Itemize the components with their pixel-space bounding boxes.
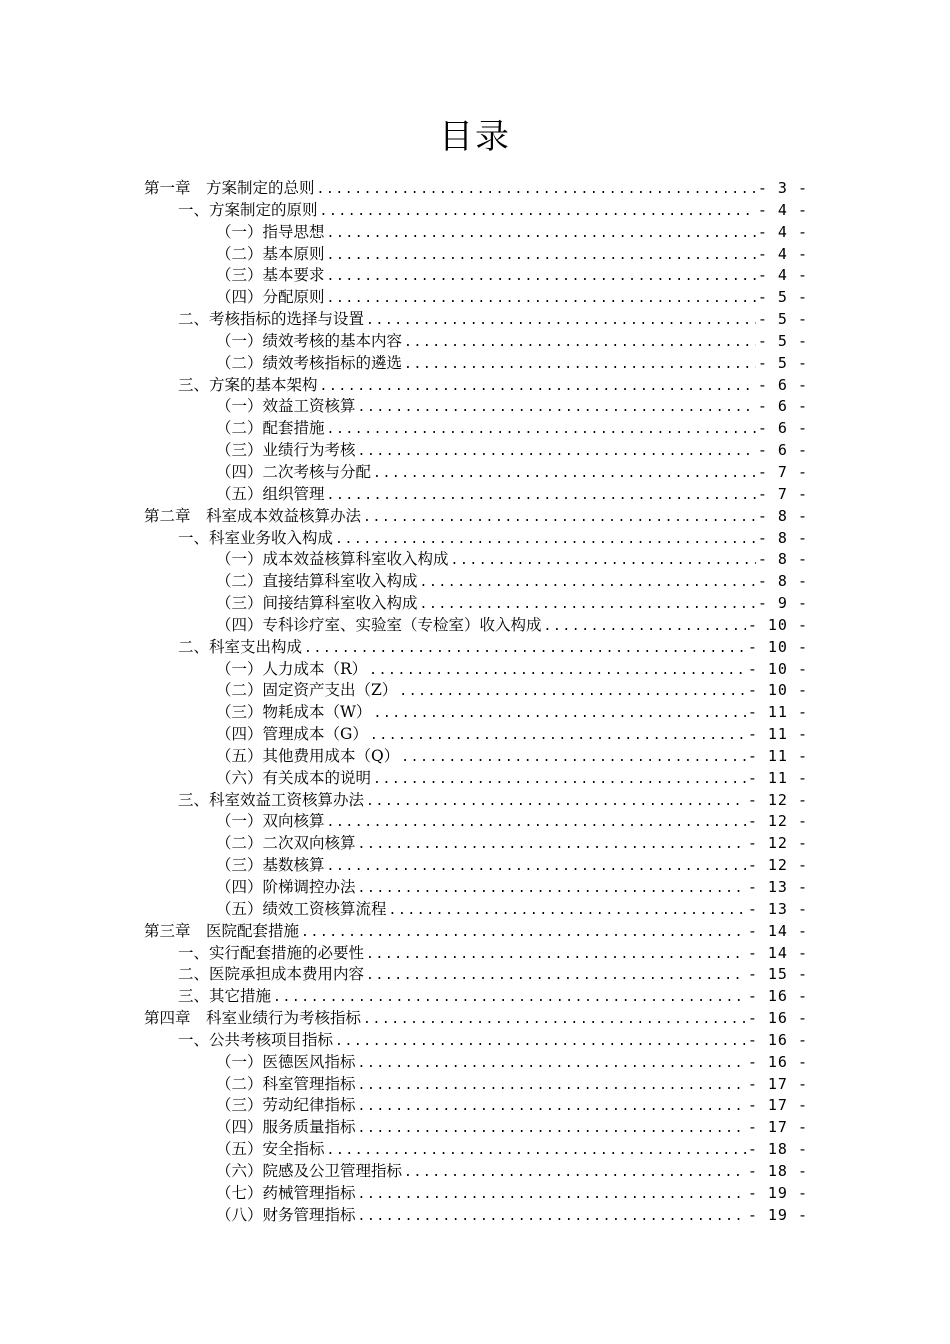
toc-entry[interactable] — [144, 418, 808, 440]
toc-entry[interactable] — [144, 899, 808, 921]
toc-entry-page-number: - 10 - — [747, 681, 808, 700]
toc-dot-leader — [301, 922, 746, 944]
toc-dot-leader — [358, 834, 746, 856]
toc-entry-page-number: - 6 - — [757, 375, 808, 394]
toc-entry-title: （四）分配原则 — [216, 288, 325, 307]
toc-entry[interactable] — [144, 1030, 808, 1052]
toc-dot-leader — [335, 529, 756, 551]
toc-entry-page-number: - 13 - — [747, 878, 808, 896]
toc-entry-title: （一）双向核算 — [216, 812, 325, 831]
toc-entry[interactable] — [144, 833, 808, 855]
toc-entry-title: 一、实行配套措施的必要性 — [178, 943, 365, 962]
toc-entry-title: （三）间接结算科室收入构成 — [216, 594, 418, 613]
toc-entry-page-number: - 17 - — [747, 1118, 808, 1137]
toc-entry[interactable] — [144, 1008, 808, 1030]
toc-dot-leader — [373, 703, 745, 725]
toc-dot-leader — [335, 1031, 746, 1053]
toc-dot-leader — [420, 572, 756, 594]
toc-entry-page-number: - 6 - — [757, 441, 808, 460]
toc-dot-leader — [358, 1096, 746, 1118]
toc-entry-page-number: - 11 - — [747, 703, 808, 722]
toc-entry[interactable] — [144, 528, 808, 550]
toc-dot-leader — [327, 1140, 746, 1162]
toc-entry-page-number: - 7 - — [757, 462, 808, 481]
toc-entry-title: （六）院感及公卫管理指标 — [216, 1161, 403, 1180]
toc-entry-page-number: - 16 - — [747, 987, 808, 1006]
toc-entry-page-number: - 6 - — [757, 397, 808, 416]
toc-entry[interactable] — [144, 615, 808, 637]
toc-entry-title: （二）二次双向核算 — [216, 834, 356, 853]
toc-dot-leader — [327, 288, 756, 310]
toc-entry[interactable] — [144, 462, 808, 484]
toc-entry-title: 二、医院承担成本费用内容 — [178, 965, 365, 984]
toc-entry[interactable] — [144, 484, 808, 506]
toc-entry-title: （二）基本原则 — [216, 244, 325, 263]
toc-dot-leader — [366, 965, 746, 987]
toc-dot-leader — [327, 856, 746, 878]
toc-entry-title: 第三章 医院配套措施 — [144, 921, 300, 940]
toc-entry[interactable] — [144, 222, 808, 244]
toc-entry-page-number: - 5 - — [757, 353, 808, 372]
toc-dot-leader — [363, 507, 756, 529]
toc-entry[interactable] — [144, 637, 808, 659]
toc-dot-leader — [399, 681, 746, 703]
toc-entry-title: （一）效益工资核算 — [216, 397, 356, 416]
toc-entry-title: （三）业绩行为考核 — [216, 441, 356, 460]
toc-dot-leader — [366, 944, 746, 966]
toc-dot-leader — [304, 638, 746, 660]
toc-entry-title: （五）绩效工资核算流程 — [216, 899, 387, 918]
toc-entry-page-number: - 4 - — [757, 266, 808, 285]
toc-entry-page-number: - 6 - — [757, 419, 808, 438]
toc-entry-title: （七）药械管理指标 — [216, 1183, 356, 1202]
toc-entry[interactable] — [144, 1205, 808, 1227]
toc-entry-page-number: - 11 - — [747, 725, 808, 744]
toc-entry-title: （二）固定资产支出（Z） — [216, 681, 398, 700]
toc-entry-page-number: - 14 - — [747, 943, 808, 962]
toc-entry-title: （一）绩效考核的基本内容 — [216, 331, 403, 350]
toc-title: 目录 — [439, 117, 511, 157]
toc-entry-page-number: - 12 - — [747, 812, 808, 831]
toc-entry[interactable] — [144, 375, 808, 397]
toc-dot-leader — [358, 441, 756, 463]
toc-entry-page-number: - 18 - — [747, 1161, 808, 1180]
toc-entry-page-number: - 4 - — [757, 222, 808, 241]
toc-entry[interactable] — [144, 746, 808, 768]
toc-entry-title: （四）专科诊疗室、实验室（专检室）收入构成 — [216, 615, 542, 634]
toc-entry[interactable] — [144, 265, 808, 287]
toc-dot-leader — [358, 397, 756, 419]
toc-entry-page-number: - 16 - — [747, 1030, 808, 1049]
toc-entry-title: （一）人力成本（R） — [216, 659, 368, 678]
toc-entry-title: （二）直接结算科室收入构成 — [216, 572, 418, 591]
toc-entry[interactable] — [144, 964, 808, 986]
toc-entry[interactable] — [144, 1139, 808, 1161]
toc-dot-leader — [358, 1206, 746, 1228]
toc-dot-leader — [327, 812, 746, 834]
toc-entry[interactable] — [144, 855, 808, 877]
toc-entry-title: 三、方案的基本架构 — [178, 375, 318, 394]
toc-dot-leader — [370, 725, 746, 747]
toc-entry[interactable] — [144, 811, 808, 833]
toc-entry[interactable] — [144, 1074, 808, 1096]
toc-entry-title: （五）安全指标 — [216, 1140, 325, 1159]
toc-entry[interactable] — [144, 790, 808, 812]
toc-dot-leader — [363, 1009, 746, 1031]
toc-dot-leader — [327, 266, 756, 288]
toc-entry[interactable] — [144, 506, 808, 528]
toc-entry-title: （八）财务管理指标 — [216, 1205, 356, 1224]
toc-entry-title: （三）物耗成本（W） — [216, 703, 372, 722]
toc-entry[interactable] — [144, 680, 808, 702]
toc-entry-page-number: - 5 - — [757, 310, 808, 329]
toc-entry-page-number: - 4 - — [757, 244, 808, 263]
toc-entry-title: （三）劳动纪律指标 — [216, 1096, 356, 1115]
toc-entry[interactable] — [144, 309, 808, 331]
toc-entry[interactable] — [144, 244, 808, 266]
toc-entry[interactable] — [144, 178, 808, 200]
toc-dot-leader — [389, 900, 746, 922]
toc-entry-page-number: - 9 - — [757, 594, 808, 613]
toc-dot-leader — [358, 1075, 746, 1097]
toc-dot-leader — [358, 1118, 746, 1140]
toc-entry-title: 二、科室支出构成 — [178, 637, 303, 656]
toc-dot-leader — [420, 594, 756, 616]
toc-entry-title: （二）配套措施 — [216, 419, 325, 438]
toc-entry[interactable] — [144, 1183, 808, 1205]
toc-entry[interactable] — [144, 724, 808, 746]
toc-dot-leader — [358, 1184, 746, 1206]
toc-entry-title: 第二章 科室成本效益核算办法 — [144, 506, 362, 525]
toc-entry-page-number: - 12 - — [747, 790, 808, 809]
toc-entry-page-number: - 17 - — [747, 1096, 808, 1115]
toc-dot-leader — [373, 463, 756, 485]
toc-entry-page-number: - 4 - — [757, 200, 808, 219]
toc-dot-leader — [320, 376, 756, 398]
toc-entry-title: （六）有关成本的说明 — [216, 768, 372, 787]
toc-dot-leader — [327, 485, 756, 507]
toc-dot-leader — [404, 332, 756, 354]
toc-entry-page-number: - 10 - — [747, 637, 808, 656]
toc-list — [144, 178, 808, 1227]
toc-entry-page-number: - 11 - — [747, 746, 808, 765]
toc-entry-page-number: - 16 - — [747, 1009, 808, 1028]
toc-dot-leader — [366, 791, 746, 813]
toc-entry-title: （四）二次考核与分配 — [216, 462, 372, 481]
toc-entry-page-number: - 13 - — [747, 899, 808, 918]
toc-dot-leader — [369, 660, 746, 682]
toc-entry-title: 第四章 科室业绩行为考核指标 — [144, 1009, 362, 1028]
toc-entry-title: （一）成本效益核算科室收入构成 — [216, 550, 449, 569]
toc-entry-page-number: - 7 - — [757, 484, 808, 503]
toc-dot-leader — [404, 354, 756, 376]
toc-entry-page-number: - 19 - — [747, 1183, 808, 1202]
toc-dot-leader — [358, 878, 746, 900]
toc-entry-page-number: - 10 - — [747, 659, 808, 678]
toc-entry[interactable] — [144, 1095, 808, 1117]
toc-dot-leader — [358, 1053, 746, 1075]
toc-entry-title: 一、科室业务收入构成 — [178, 528, 334, 547]
toc-entry-page-number: - 16 - — [747, 1052, 808, 1071]
toc-entry-page-number: - 5 - — [757, 331, 808, 350]
toc-entry[interactable] — [144, 331, 808, 353]
toc-entry-title: （四）阶梯调控办法 — [216, 878, 356, 896]
toc-entry[interactable] — [144, 440, 808, 462]
toc-entry-title: 一、方案制定的原则 — [178, 200, 318, 219]
toc-entry[interactable] — [144, 200, 808, 222]
toc-entry-page-number: - 8 - — [757, 506, 808, 525]
toc-entry-title: 二、考核指标的选择与设置 — [178, 310, 365, 329]
toc-entry[interactable] — [144, 877, 808, 899]
toc-entry-title: （四）管理成本（G） — [216, 725, 368, 744]
toc-entry-page-number: - 8 - — [757, 572, 808, 591]
toc-entry-title: （五）其他费用成本（Q） — [216, 746, 400, 765]
toc-dot-leader — [327, 223, 756, 245]
toc-entry-title: 一、公共考核项目指标 — [178, 1030, 334, 1049]
toc-dot-leader — [317, 179, 756, 201]
toc-entry-page-number: - 5 - — [757, 288, 808, 307]
toc-entry[interactable] — [144, 986, 808, 1008]
toc-entry-title: （三）基本要求 — [216, 266, 325, 285]
toc-entry-page-number: - 8 - — [757, 528, 808, 547]
toc-entry-title: 第一章 方案制定的总则 — [144, 179, 315, 197]
toc-entry-page-number: - 18 - — [747, 1140, 808, 1159]
toc-entry-title: 三、科室效益工资核算办法 — [178, 790, 365, 809]
toc-entry-title: （五）组织管理 — [216, 484, 325, 503]
toc-dot-leader — [327, 419, 756, 441]
toc-entry-page-number: - 10 - — [747, 615, 808, 634]
toc-dot-leader — [327, 245, 756, 267]
toc-entry[interactable] — [144, 768, 808, 790]
toc-dot-leader — [366, 310, 756, 332]
toc-entry-page-number: - 14 - — [747, 921, 808, 940]
toc-entry-title: （四）服务质量指标 — [216, 1118, 356, 1137]
toc-dot-leader — [320, 201, 756, 223]
toc-entry-title: （一）医德医风指标 — [216, 1052, 356, 1071]
toc-entry-page-number: - 12 - — [747, 834, 808, 853]
toc-entry-title: （三）基数核算 — [216, 856, 325, 875]
toc-entry[interactable] — [144, 943, 808, 965]
toc-entry[interactable] — [144, 1161, 808, 1183]
toc-entry-page-number: - 3 - — [757, 179, 808, 197]
toc-entry-page-number: - 15 - — [747, 965, 808, 984]
toc-entry[interactable] — [144, 1117, 808, 1139]
toc-entry-page-number: - 19 - — [747, 1205, 808, 1224]
toc-entry[interactable] — [144, 659, 808, 681]
toc-dot-leader — [544, 616, 746, 638]
toc-dot-leader — [401, 747, 746, 769]
toc-entry-title: （一）指导思想 — [216, 222, 325, 241]
toc-entry[interactable] — [144, 593, 808, 615]
toc-entry-title: 三、其它措施 — [178, 987, 272, 1006]
toc-entry-page-number: - 17 - — [747, 1074, 808, 1093]
toc-entry-title: （二）科室管理指标 — [216, 1074, 356, 1093]
toc-entry[interactable] — [144, 571, 808, 593]
toc-entry[interactable] — [144, 287, 808, 309]
toc-entry-page-number: - 11 - — [747, 768, 808, 787]
toc-entry-page-number: - 8 - — [757, 550, 808, 569]
toc-entry[interactable] — [144, 702, 808, 724]
toc-entry[interactable] — [144, 549, 808, 571]
toc-entry[interactable] — [144, 921, 808, 943]
toc-entry-page-number: - 12 - — [747, 856, 808, 875]
toc-entry[interactable] — [144, 396, 808, 418]
toc-entry[interactable] — [144, 353, 808, 375]
toc-dot-leader — [404, 1162, 746, 1184]
toc-dot-leader — [373, 769, 746, 791]
toc-dot-leader — [451, 550, 756, 572]
toc-dot-leader — [273, 987, 746, 1009]
toc-entry[interactable] — [144, 1052, 808, 1074]
toc-entry-title: （二）绩效考核指标的遴选 — [216, 353, 403, 372]
